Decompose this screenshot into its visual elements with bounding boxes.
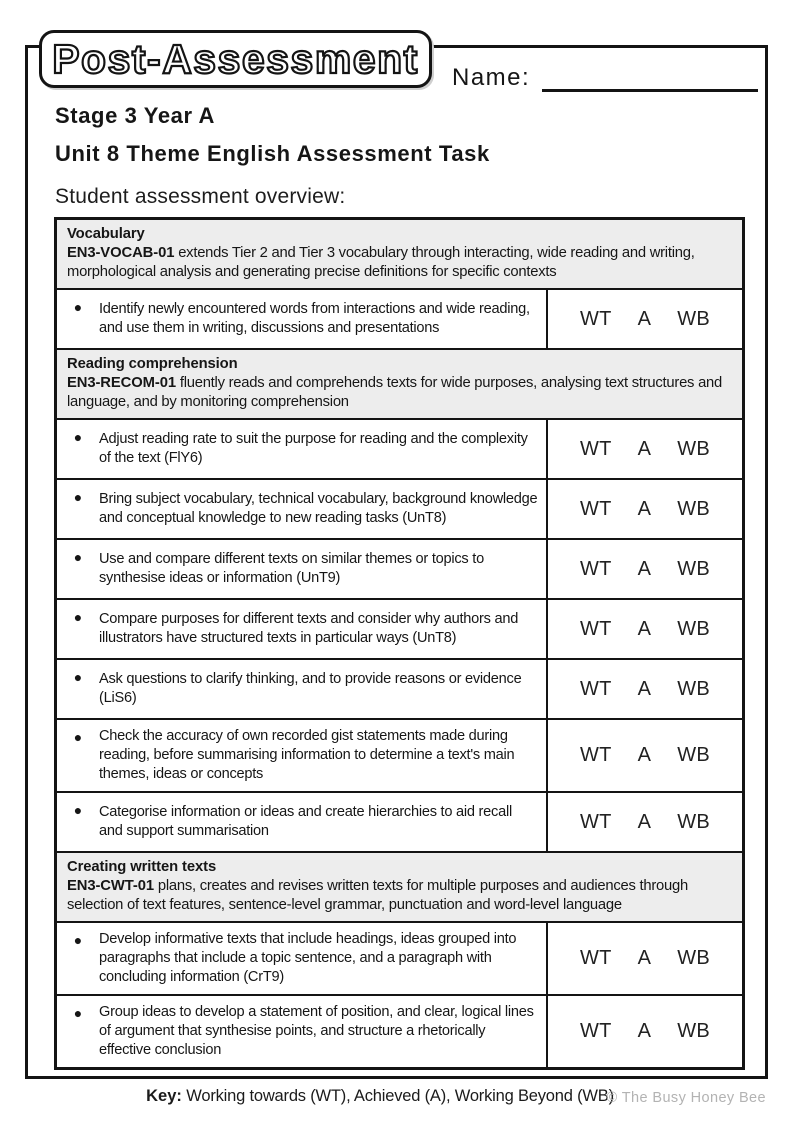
section-description [67, 374, 732, 412]
rating-wb: WB [677, 497, 711, 520]
criterion-cell [57, 923, 546, 994]
section-header-reading-comprehension [57, 348, 742, 418]
overview-label: Student assessment overview: [55, 185, 346, 208]
rating-wt: WT [579, 1020, 612, 1042]
bullet-icon: ● [73, 549, 83, 565]
criterion-text: Compare purposes for different texts and consider why authors and illustrators have structured texts in particular ways (UnT8) [99, 611, 519, 646]
rating-wt: WT [579, 497, 612, 520]
stage-heading: Stage 3 Year A [55, 103, 216, 128]
rating-wb: WB [677, 617, 711, 640]
criterion-text: Bring subject vocabulary, technical vocabulary, background knowledge and conceptual knowledge to new reading tasks (UnT8) [99, 491, 538, 526]
rating-a: A [637, 947, 652, 969]
section-description [67, 244, 732, 282]
rating-wb: WB [677, 810, 711, 833]
criterion-cell [57, 420, 546, 478]
name-label: Name: [452, 64, 531, 91]
rating-cell [546, 720, 742, 791]
criterion-text: Adjust reading rate to suit the purpose for reading and the complexity of the text (FlY6) [99, 431, 528, 466]
criterion-row [57, 658, 742, 718]
rating-wt: WT [579, 437, 612, 460]
criterion-text: Check the accuracy of own recorded gist statements made during reading, before summarising information to determine a text's main themes, ideas or concepts [99, 728, 515, 782]
bullet-icon: ● [73, 609, 83, 625]
section-header-vocabulary [57, 220, 742, 288]
key-label: Key: [146, 1087, 182, 1105]
rating-wt: WT [579, 677, 612, 700]
rating-wb: WB [677, 437, 711, 460]
rating-a: A [637, 307, 652, 330]
criterion-text: Develop informative texts that include headings, ideas grouped into paragraphs that include a topic sentence, and a paragraph with concluding information (CrT9) [99, 931, 517, 985]
rating-wt: WT [579, 557, 612, 580]
criterion-cell [57, 793, 546, 851]
rating-a: A [637, 744, 652, 766]
criterion-text: Use and compare different texts on similar themes or topics to synthesise ideas or information (UnT9) [99, 551, 484, 586]
bullet-icon: ● [73, 1005, 83, 1021]
rating-cell [546, 480, 742, 538]
rating-cell [546, 996, 742, 1067]
criterion-row [57, 994, 742, 1067]
section-description [67, 877, 732, 915]
criterion-cell [57, 480, 546, 538]
name-blank-line [542, 68, 758, 92]
rating-cell [546, 793, 742, 851]
rating-wb: WB [677, 1020, 711, 1042]
criterion-row [57, 478, 742, 538]
rating-wt: WT [579, 617, 612, 640]
rating-cell [546, 660, 742, 718]
bullet-icon: ● [73, 299, 83, 315]
rating-a: A [637, 1020, 652, 1042]
rating-a: A [637, 810, 652, 833]
rating-wt: WT [579, 947, 612, 969]
criterion-text: Group ideas to develop a statement of position, and clear, logical lines of argument that synthesise points, and structure a rhetorically effective conclusion [99, 1004, 534, 1058]
rating-wb: WB [677, 744, 711, 766]
criterion-row [57, 288, 742, 348]
outcome-code: EN3-RECOM-01 [67, 375, 176, 391]
name-row [452, 64, 758, 92]
section-title: Vocabulary [67, 226, 145, 242]
rating-wt: WT [579, 744, 612, 766]
rating-wb: WB [677, 947, 711, 969]
page-title: Post-Assessment [52, 35, 419, 82]
section-header-creating-written-texts [57, 851, 742, 921]
criterion-text: Identify newly encountered words from interactions and wide reading, and use them in writing, discussions and presentations [99, 301, 530, 336]
criterion-row [57, 921, 742, 994]
rating-a: A [637, 617, 652, 640]
criterion-cell [57, 540, 546, 598]
post-assessment-banner [39, 30, 432, 88]
rating-wb: WB [677, 677, 711, 700]
outcome-text: plans, creates and revises written texts for multiple purposes and audiences through selection of text features, sentence-level grammar, punctuation and word-level language [67, 878, 688, 913]
rating-wb: WB [677, 557, 711, 580]
criterion-cell [57, 996, 546, 1067]
criterion-text: Ask questions to clarify thinking, and to provide reasons or evidence (LiS6) [99, 671, 522, 706]
outcome-code: EN3-CWT-01 [67, 878, 154, 894]
bullet-icon: ● [73, 802, 83, 818]
rating-wt: WT [579, 810, 612, 833]
rating-cell [546, 923, 742, 994]
bullet-icon: ● [73, 669, 83, 685]
assessment-table [54, 217, 745, 1070]
outcome-text: fluently reads and comprehends texts for wide purposes, analysing text structures and language, and by monitoring comprehension [67, 375, 723, 410]
rating-a: A [637, 497, 652, 520]
criterion-row [57, 538, 742, 598]
rating-wt: WT [579, 307, 612, 330]
bullet-icon: ● [73, 729, 83, 745]
bullet-icon: ● [73, 932, 83, 948]
criterion-cell [57, 600, 546, 658]
criterion-cell [57, 660, 546, 718]
criterion-text: Categorise information or ideas and create hierarchies to aid recall and support summarisation [99, 804, 512, 839]
criterion-row [57, 598, 742, 658]
bullet-icon: ● [73, 489, 83, 505]
criterion-row [57, 718, 742, 791]
rating-a: A [637, 557, 652, 580]
rating-cell [546, 290, 742, 348]
unit-heading: Unit 8 Theme English Assessment Task [55, 141, 490, 166]
section-title: Creating written texts [67, 859, 217, 875]
rating-cell [546, 540, 742, 598]
rating-a: A [637, 437, 652, 460]
bullet-icon: ● [73, 429, 83, 445]
section-title: Reading comprehension [67, 356, 238, 372]
criterion-cell [57, 290, 546, 348]
copyright-credit: © The Busy Honey Bee [606, 1090, 766, 1106]
criterion-cell [57, 720, 546, 791]
rating-cell [546, 420, 742, 478]
rating-wb: WB [677, 307, 711, 330]
key-text: Working towards (WT), Achieved (A), Working Beyond (WB) [181, 1087, 614, 1105]
rating-a: A [637, 677, 652, 700]
criterion-row [57, 791, 742, 851]
outcome-code: EN3-VOCAB-01 [67, 245, 175, 261]
rating-cell [546, 600, 742, 658]
outcome-text: extends Tier 2 and Tier 3 vocabulary through interacting, wide reading and writing, morphological analysis and generating precise definitions for specific contexts [67, 245, 695, 280]
criterion-row [57, 418, 742, 478]
